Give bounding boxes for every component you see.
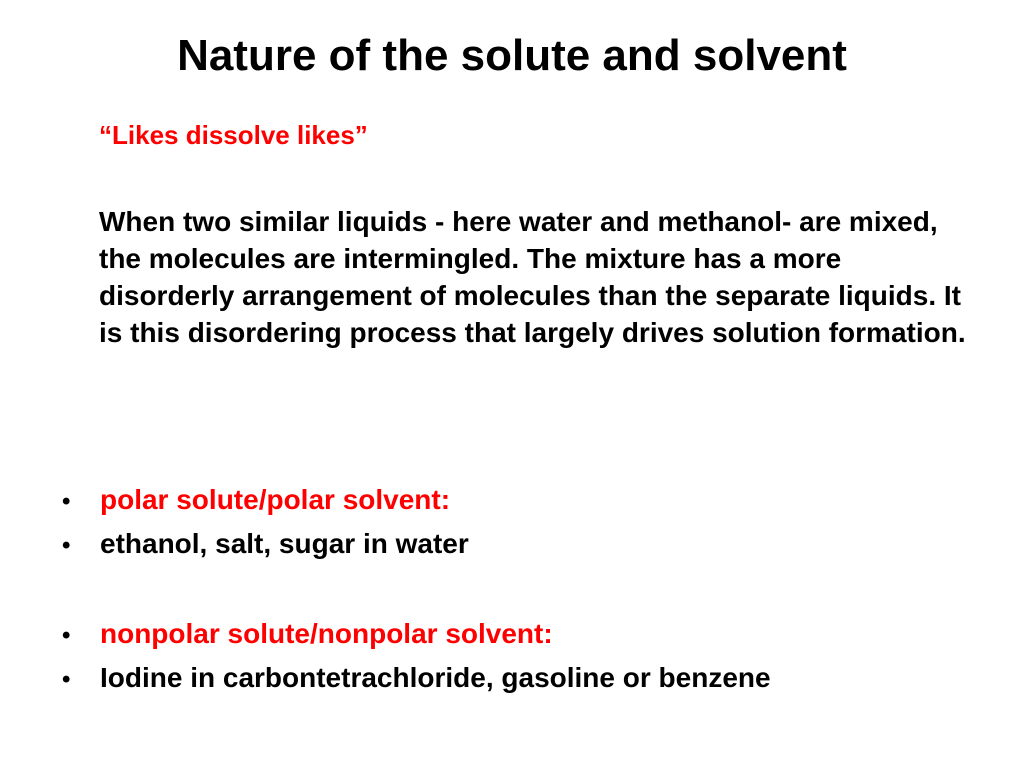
bullet-dot-icon: •: [62, 622, 71, 649]
slide-subtitle: “Likes dissolve likes”: [99, 120, 368, 150]
bullet-dot-icon: •: [62, 532, 71, 559]
bullet-dot-icon: •: [62, 488, 71, 515]
bullet-item: [62, 480, 982, 522]
bullet-text-polar-heading: polar solute/polar solvent:: [100, 484, 451, 515]
body-paragraph: When two similar liquids - here water and methanol- are mixed, the molecules are intermingled. The mixture has a more disorderly arrangement of molecules than the separate liquids. It is this disordering process that largely drives solution formation.: [99, 206, 966, 348]
bullet-text-nonpolar-heading: nonpolar solute/nonpolar solvent:: [100, 618, 553, 649]
bullet-item: [62, 524, 982, 566]
bullet-item: [62, 614, 982, 656]
bullet-text-nonpolar-examples: Iodine in carbontetrachloride, gasoline or benzene: [100, 662, 771, 693]
bullet-dot-icon: •: [62, 666, 71, 693]
bullet-item: [62, 658, 982, 700]
bullet-text-polar-examples: ethanol, salt, sugar in water: [100, 528, 469, 559]
slide-title: Nature of the solute and solvent: [177, 31, 847, 80]
